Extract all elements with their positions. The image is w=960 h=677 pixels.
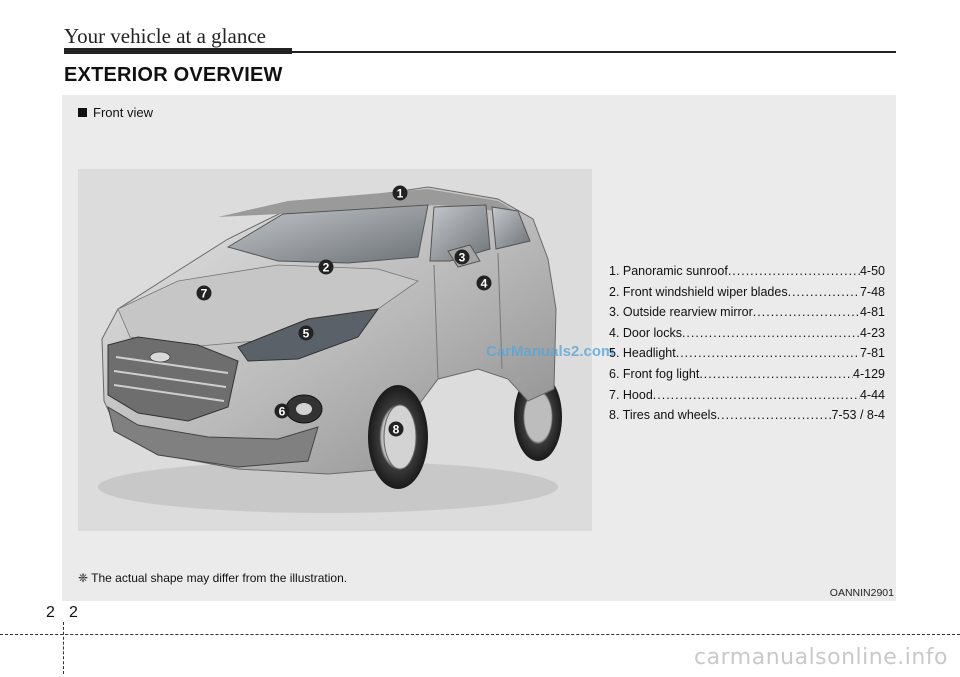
svg-text:2: 2 xyxy=(322,260,330,275)
svg-text:3: 3 xyxy=(458,250,466,265)
wheel-rim xyxy=(384,405,416,469)
callout-4 xyxy=(477,276,492,291)
svg-text:5: 5 xyxy=(302,326,310,341)
callout-3 xyxy=(455,250,470,265)
inline-watermark: CarManuals2.com xyxy=(486,343,615,360)
legend-item: 1. Panoramic sunroof ..... 4-50 xyxy=(609,261,885,282)
parts-legend xyxy=(609,261,885,426)
rear-side-window xyxy=(492,207,530,249)
image-code: OANNIN2901 xyxy=(829,587,894,599)
figure-panel xyxy=(62,95,896,601)
svg-text:8: 8 xyxy=(392,422,400,437)
view-label xyxy=(78,105,153,120)
legend-item: 3. Outside rearview mirror ..... 4-81 xyxy=(609,302,885,323)
footer-rule xyxy=(0,634,960,635)
callout-1 xyxy=(393,186,408,201)
legend-item: 8. Tires and wheels ..... 7-53 / 8-4 xyxy=(609,405,885,426)
page-heading: EXTERIOR OVERVIEW xyxy=(64,64,283,86)
footer-divider xyxy=(63,622,64,674)
brand-emblem-icon xyxy=(150,352,170,362)
legend-item: 5. Headlight ..... 7-81 xyxy=(609,343,885,364)
svg-text:1: 1 xyxy=(396,186,404,201)
bullet-square-icon xyxy=(78,108,87,117)
svg-text:6: 6 xyxy=(278,404,286,419)
chapter-number: 2 xyxy=(46,604,55,621)
callout-7 xyxy=(197,286,212,301)
callout-2 xyxy=(319,260,334,275)
view-label-text: Front view xyxy=(93,105,153,120)
svg-text:7: 7 xyxy=(200,286,208,301)
legend-item: 4. Door locks ..... 4-23 xyxy=(609,323,885,344)
callout-5 xyxy=(299,326,314,341)
callout-6 xyxy=(275,404,290,419)
chapter-title: Your vehicle at a glance xyxy=(64,24,266,48)
legend-item: 6. Front fog light ..... 4-129 xyxy=(609,364,885,385)
site-watermark: carmanualsonline.info xyxy=(694,645,948,670)
legend-item: 2. Front windshield wiper blades ..... 7-48 xyxy=(609,282,885,303)
callout-8 xyxy=(389,422,404,437)
legend-item: 7. Hood ..... 4-44 xyxy=(609,385,885,406)
page-number: 2 xyxy=(69,604,78,621)
illustration-footnote: ❈ The actual shape may differ from the illustration. xyxy=(78,571,348,585)
header-rule xyxy=(64,51,896,53)
svg-text:4: 4 xyxy=(480,276,488,291)
